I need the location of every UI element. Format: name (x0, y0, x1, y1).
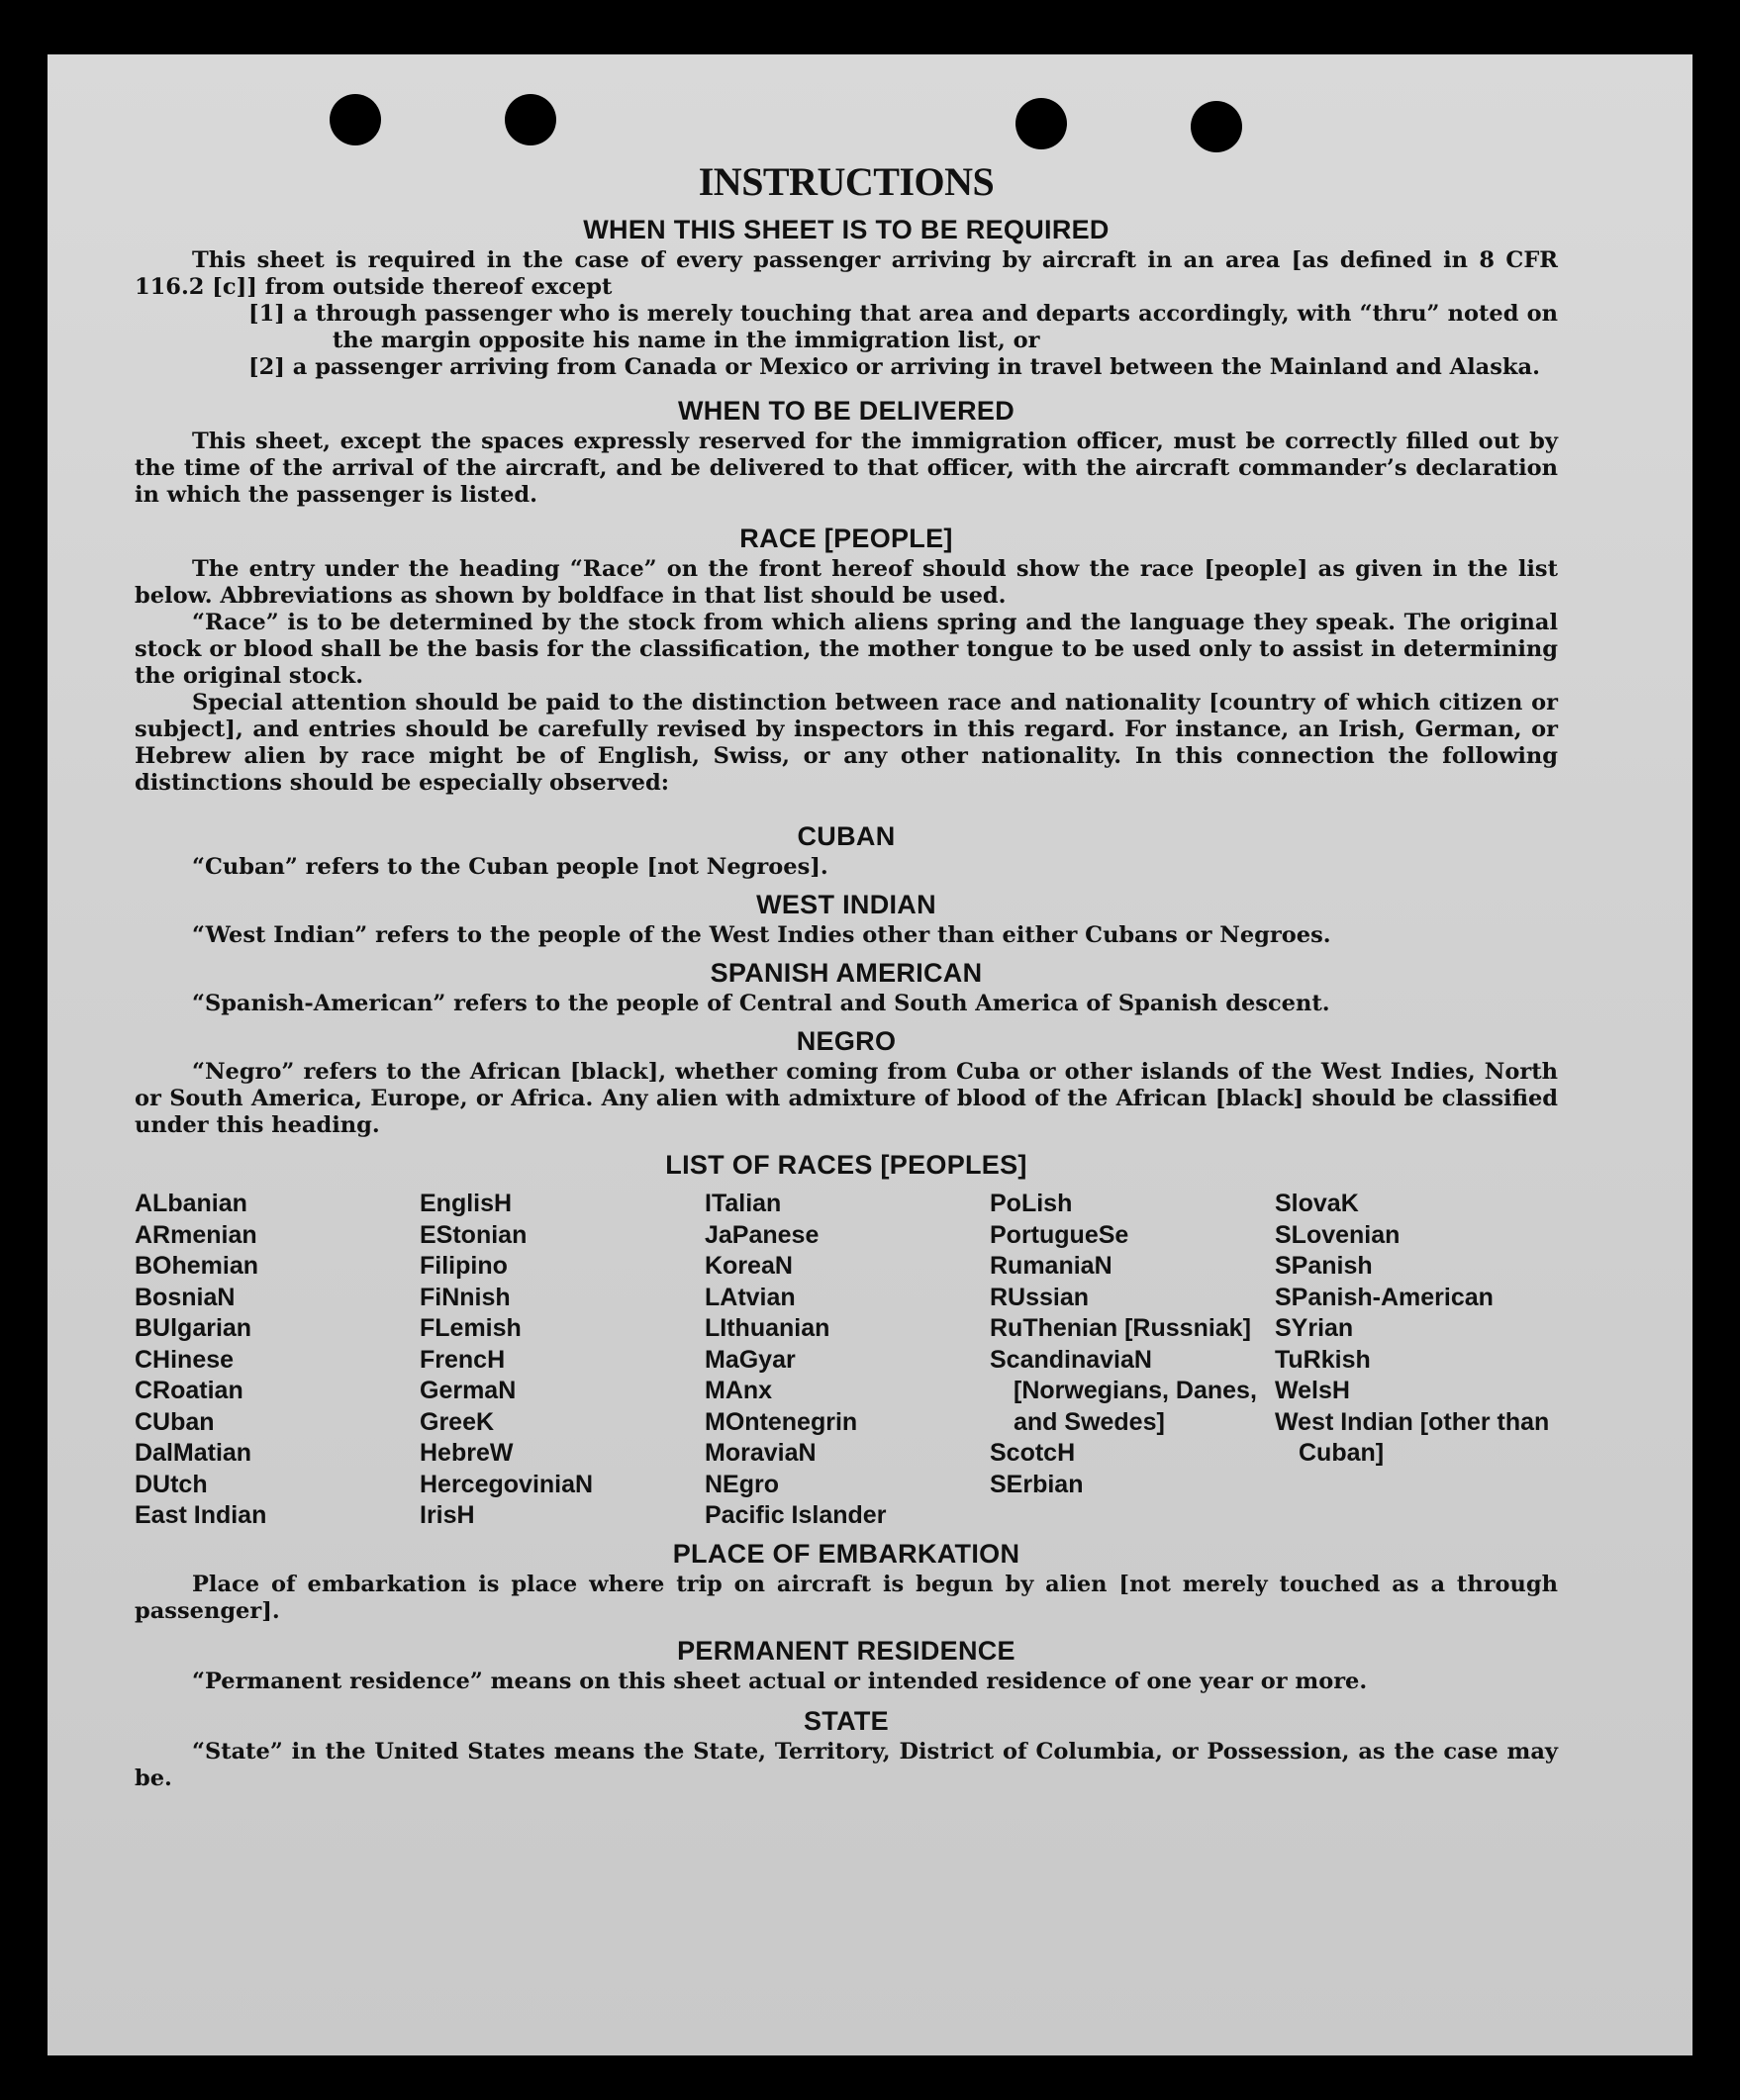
race-item: HercegoviniaN (420, 1470, 594, 1498)
race-item: DUtch (135, 1470, 208, 1498)
race-paragraph-3: Special attention should be paid to the distinction between race and nationality [country of which citizen or subject], and entries should be carefully revised by inspectors in this regard. For instance, an Irish, German, or Hebrew alien by race might be of English, Swiss, or any other nationality. In this connection the following distinctions should be especially observed: (135, 690, 1558, 796)
heading-embarkation: PLACE OF EMBARKATION (672, 1538, 1020, 1569)
race-item: GreeK (420, 1407, 495, 1436)
instructions-body (135, 158, 1558, 1792)
race-item: FiNnish (420, 1283, 511, 1311)
race-item: MaGyar (705, 1345, 796, 1374)
race-item: RuThenian [Russniak] (990, 1314, 1251, 1342)
race-item: East Indian (135, 1501, 267, 1529)
race-paragraph-2: “Race” is to be determined by the stock from which aliens spring and the language they speak. The original stock or blood shall be the basis for the classification, the mother tongue to be used only to assist in determining the original stock. (135, 610, 1558, 689)
race-item: EStonian (420, 1220, 528, 1249)
race-item: SYrian (1275, 1314, 1354, 1342)
race-item: NEgro (705, 1470, 779, 1498)
race-item: PoLish (990, 1190, 1073, 1217)
west-indian-text: “West Indian” refers to the people of the West Indies other than either Cubans or Negroes. (192, 922, 1331, 948)
race-item: BUlgarian (135, 1314, 252, 1342)
heading-spanish-american: SPANISH AMERICAN (710, 958, 983, 988)
when-delivered-text: This sheet, except the spaces expressly reserved for the immigration officer, must be correctly filled out by the time of the arrival of the aircraft, and be delivered to that officer, with the aircraft commander’s declaration in which the passenger is listed. (135, 429, 1558, 508)
cuban-text: “Cuban” refers to the Cuban people [not Negroes]. (192, 854, 828, 880)
race-item: KoreaN (705, 1252, 793, 1280)
race-item: ARmenian (135, 1220, 257, 1249)
race-item: PortugueSe (990, 1220, 1129, 1249)
race-item: EnglisH (420, 1190, 513, 1217)
heading-race: RACE [PEOPLE] (739, 524, 953, 553)
race-item: LAtvian (705, 1283, 796, 1311)
race-item: Filipino (420, 1252, 508, 1280)
race-item: SPanish-American (1275, 1283, 1494, 1311)
race-item: BOhemian (135, 1252, 259, 1280)
race-item: SErbian (990, 1470, 1084, 1498)
race-item: MOntenegrin (705, 1407, 858, 1436)
race-item: RumaniaN (990, 1252, 1112, 1280)
race-item: FrencH (420, 1345, 506, 1374)
heading-cuban: CUBAN (797, 821, 896, 851)
punch-hole (1191, 101, 1242, 152)
race-item: ALbanian (135, 1190, 247, 1217)
race-column-3 (705, 1189, 990, 1532)
race-item: BosniaN (135, 1283, 236, 1311)
race-list (135, 1189, 1558, 1532)
race-item: FLemish (420, 1314, 522, 1342)
race-item: GermaN (420, 1377, 517, 1404)
exception-item-1: [1] a through passenger who is merely touching that area and departs accordingly, with “thru” noted on the margin opposite his name in the immigration list, or (248, 301, 1558, 353)
punch-hole (1015, 98, 1067, 149)
permanent-residence-text: “Permanent residence” means on this sheet actual or intended residence of one year or more. (192, 1668, 1368, 1694)
heading-permanent-residence: PERMANENT RESIDENCE (677, 1635, 1015, 1666)
race-item: ScandinaviaN [Norwegians, Danes, and Swedes] (990, 1345, 1257, 1436)
when-required-text: This sheet is required in the case of every passenger arriving by aircraft in an area [as defined in 8 CFR 116.2 [c]] from outside thereof except (135, 247, 1558, 300)
race-item: West Indian [other than Cuban] (1275, 1407, 1550, 1467)
race-item: SlovaK (1275, 1190, 1359, 1217)
race-item: LIthuanian (705, 1314, 830, 1342)
race-item: TuRkish (1275, 1345, 1371, 1374)
race-column-5 (1275, 1189, 1558, 1532)
heading-state: STATE (804, 1705, 889, 1736)
race-item: RUssian (990, 1283, 1090, 1311)
heading-negro: NEGRO (796, 1026, 897, 1056)
race-column-2 (420, 1189, 705, 1532)
race-item: ITalian (705, 1190, 782, 1217)
race-item: Pacific Islander (705, 1501, 887, 1529)
race-paragraph-1: The entry under the heading “Race” on the front hereof should show the race [people] as given in the list below. Abbreviations as shown by boldface in that list should be used. (135, 556, 1558, 609)
punch-hole (505, 94, 556, 145)
heading-when-required: WHEN THIS SHEET IS TO BE REQUIRED (583, 215, 1110, 244)
page-title: INSTRUCTIONS (698, 159, 995, 204)
race-item: JaPanese (705, 1220, 820, 1249)
race-item: SLovenian (1275, 1220, 1401, 1249)
heading-when-delivered: WHEN TO BE DELIVERED (677, 396, 1015, 426)
race-item: SPanish (1275, 1252, 1373, 1280)
state-text: “State” in the United States means the State, Territory, District of Columbia, or Possession, as the case may be. (135, 1738, 1558, 1791)
negro-text: “Negro” refers to the African [black], whether coming from Cuba or other islands of the West Indies, North or South America, Europe, or Africa. Any alien with admixture of blood of the African [black] should be classified under this heading. (135, 1059, 1558, 1138)
heading-list-of-races: LIST OF RACES [PEOPLES] (665, 1150, 1027, 1180)
race-column-1 (135, 1189, 420, 1532)
race-item: CUban (135, 1407, 215, 1436)
race-item: CHinese (135, 1345, 235, 1374)
race-column-4 (990, 1189, 1275, 1532)
race-item: CRoatian (135, 1377, 243, 1404)
race-item: HebreW (420, 1439, 514, 1467)
race-item: DalMatian (135, 1439, 252, 1467)
spanish-american-text: “Spanish-American” refers to the people of Central and South America of Spanish descent. (192, 991, 1330, 1016)
heading-west-indian: WEST INDIAN (756, 890, 936, 919)
race-item: ScotcH (990, 1439, 1076, 1467)
race-item: WelsH (1275, 1377, 1350, 1404)
race-item: MAnx (705, 1377, 773, 1404)
race-item: IrisH (420, 1501, 475, 1529)
punch-hole (330, 94, 381, 145)
embarkation-text: Place of embarkation is place where trip on aircraft is begun by alien [not merely touched as a through passenger]. (135, 1571, 1558, 1624)
race-item: MoraviaN (705, 1439, 817, 1467)
exception-item-2: [2] a passenger arriving from Canada or Mexico or arriving in travel between the Mainland and Alaska. (248, 354, 1540, 380)
